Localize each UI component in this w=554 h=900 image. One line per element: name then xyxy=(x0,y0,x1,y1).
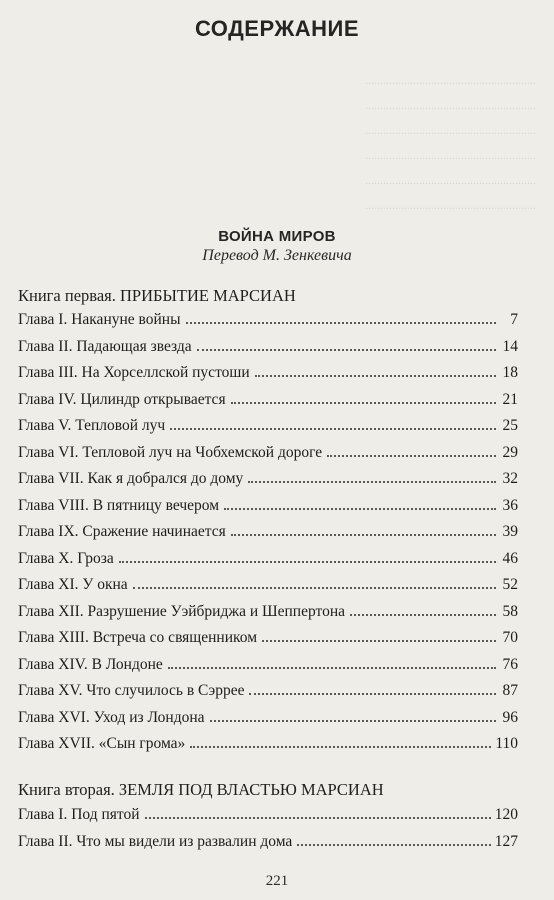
chapter-title: Глава IV. Цилиндр открывается xyxy=(18,390,226,408)
chapter-page-number: 127 xyxy=(494,832,518,850)
dot-leader xyxy=(249,683,496,695)
chapter-title: Глава XVII. «Сын грома» xyxy=(18,735,186,752)
toc-entry[interactable] xyxy=(18,709,518,736)
dot-leader xyxy=(255,365,496,377)
contents-heading: СОДЕРЖАНИЕ xyxy=(194,16,360,41)
toc-entry[interactable] xyxy=(18,391,518,418)
chapter-title: Глава XIV. В Лондоне xyxy=(18,655,163,673)
toc-entry[interactable] xyxy=(18,735,518,762)
toc-entry[interactable] xyxy=(18,806,518,833)
chapter-title: Глава XIII. Встреча со священником xyxy=(18,629,258,646)
chapter-title: Глава III. На Хорселлской пустоши xyxy=(18,364,250,381)
toc-entry[interactable] xyxy=(18,470,518,497)
toc-entry[interactable] xyxy=(18,833,518,860)
translator-credit: Перевод М. Зенкевича xyxy=(202,247,352,264)
chapter-page-number: 32 xyxy=(502,470,518,487)
chapter-title: Глава XV. Что случилось в Сэррее xyxy=(18,682,245,699)
chapter-page-number: 120 xyxy=(494,806,518,823)
chapter-title: Глава XI. У окна xyxy=(18,576,128,593)
toc-entry[interactable] xyxy=(18,444,518,471)
chapter-page-number: 29 xyxy=(502,443,518,461)
dot-leader xyxy=(350,604,496,616)
book-one-heading: Книга первая. ПРИБЫТИЕ МАРСИАН xyxy=(18,286,296,305)
dot-leader xyxy=(248,471,496,483)
toc-entry[interactable] xyxy=(18,417,518,444)
dot-leader xyxy=(231,524,496,536)
dot-leader xyxy=(190,736,491,748)
chapter-page-number: 96 xyxy=(502,708,518,726)
chapter-title: Глава X. Гроза xyxy=(18,549,114,567)
toc-entry[interactable] xyxy=(18,682,518,709)
chapter-page-number: 52 xyxy=(502,576,518,593)
chapter-title: Глава XVI. Уход из Лондона xyxy=(18,708,205,726)
chapter-title: Глава VIII. В пятницу вечером xyxy=(18,496,220,514)
chapter-page-number: 7 xyxy=(510,311,518,328)
dot-leader xyxy=(197,339,496,351)
dot-leader xyxy=(210,710,497,722)
dot-leader xyxy=(224,498,496,510)
dot-leader xyxy=(168,657,496,669)
toc-entry[interactable] xyxy=(18,523,518,550)
chapter-title: Глава I. Под пятой xyxy=(18,806,140,823)
dot-leader xyxy=(297,834,490,846)
toc-entry[interactable] xyxy=(18,364,518,391)
toc-entry[interactable] xyxy=(18,311,518,338)
toc-entry[interactable] xyxy=(18,656,518,683)
show-through-texture: ......................................................... ......................................................... ......................................................... ......................................................... ......................................................... ......................................................... xyxy=(365,73,536,212)
book-two-chapter-list xyxy=(18,806,518,859)
dot-leader xyxy=(119,551,496,563)
chapter-page-number: 110 xyxy=(495,735,518,752)
toc-entry[interactable] xyxy=(18,550,518,577)
chapter-page-number: 87 xyxy=(502,682,518,699)
chapter-page-number: 14 xyxy=(502,337,518,355)
dot-leader xyxy=(231,392,496,404)
chapter-title: Глава II. Падающая звезда xyxy=(18,337,192,355)
chapter-title: Глава VI. Тепловой луч на Чобхемской дороге xyxy=(18,443,323,461)
chapter-title: Глава IX. Сражение начинается xyxy=(18,523,226,540)
chapter-page-number: 58 xyxy=(502,602,518,620)
toc-entry[interactable] xyxy=(18,497,518,524)
dot-leader xyxy=(186,312,496,324)
chapter-title: Глава II. Что мы видели из развалин дома xyxy=(18,832,293,850)
toc-entry[interactable] xyxy=(18,576,518,603)
dot-leader xyxy=(133,577,496,589)
book-two-heading: Книга вторая. ЗЕМЛЯ ПОД ВЛАСТЬЮ МАРСИАН xyxy=(18,780,384,799)
toc-entry[interactable] xyxy=(18,338,518,365)
chapter-title: Глава XII. Разрушение Уэйбриджа и Шеппертона xyxy=(18,602,346,620)
chapter-page-number: 70 xyxy=(502,629,518,646)
book-one-chapter-list xyxy=(18,311,518,762)
chapter-page-number: 36 xyxy=(502,496,518,514)
toc-entry[interactable] xyxy=(18,603,518,630)
chapter-page-number: 46 xyxy=(502,549,518,567)
chapter-page-number: 39 xyxy=(502,523,518,540)
work-title: ВОЙНА МИРОВ xyxy=(218,228,336,245)
chapter-page-number: 76 xyxy=(502,655,518,673)
chapter-title: Глава VII. Как я добрался до дому xyxy=(18,470,244,487)
dot-leader xyxy=(145,807,491,819)
page-number: 221 xyxy=(265,873,289,889)
chapter-title: Глава V. Тепловой луч xyxy=(18,417,166,434)
dot-leader xyxy=(262,630,496,642)
chapter-title: Глава I. Накануне войны xyxy=(18,311,181,328)
toc-entry[interactable] xyxy=(18,629,518,656)
chapter-page-number: 25 xyxy=(502,417,518,434)
dot-leader xyxy=(170,418,496,430)
chapter-page-number: 21 xyxy=(502,390,518,408)
chapter-page-number: 18 xyxy=(502,364,518,381)
dot-leader xyxy=(327,445,496,457)
